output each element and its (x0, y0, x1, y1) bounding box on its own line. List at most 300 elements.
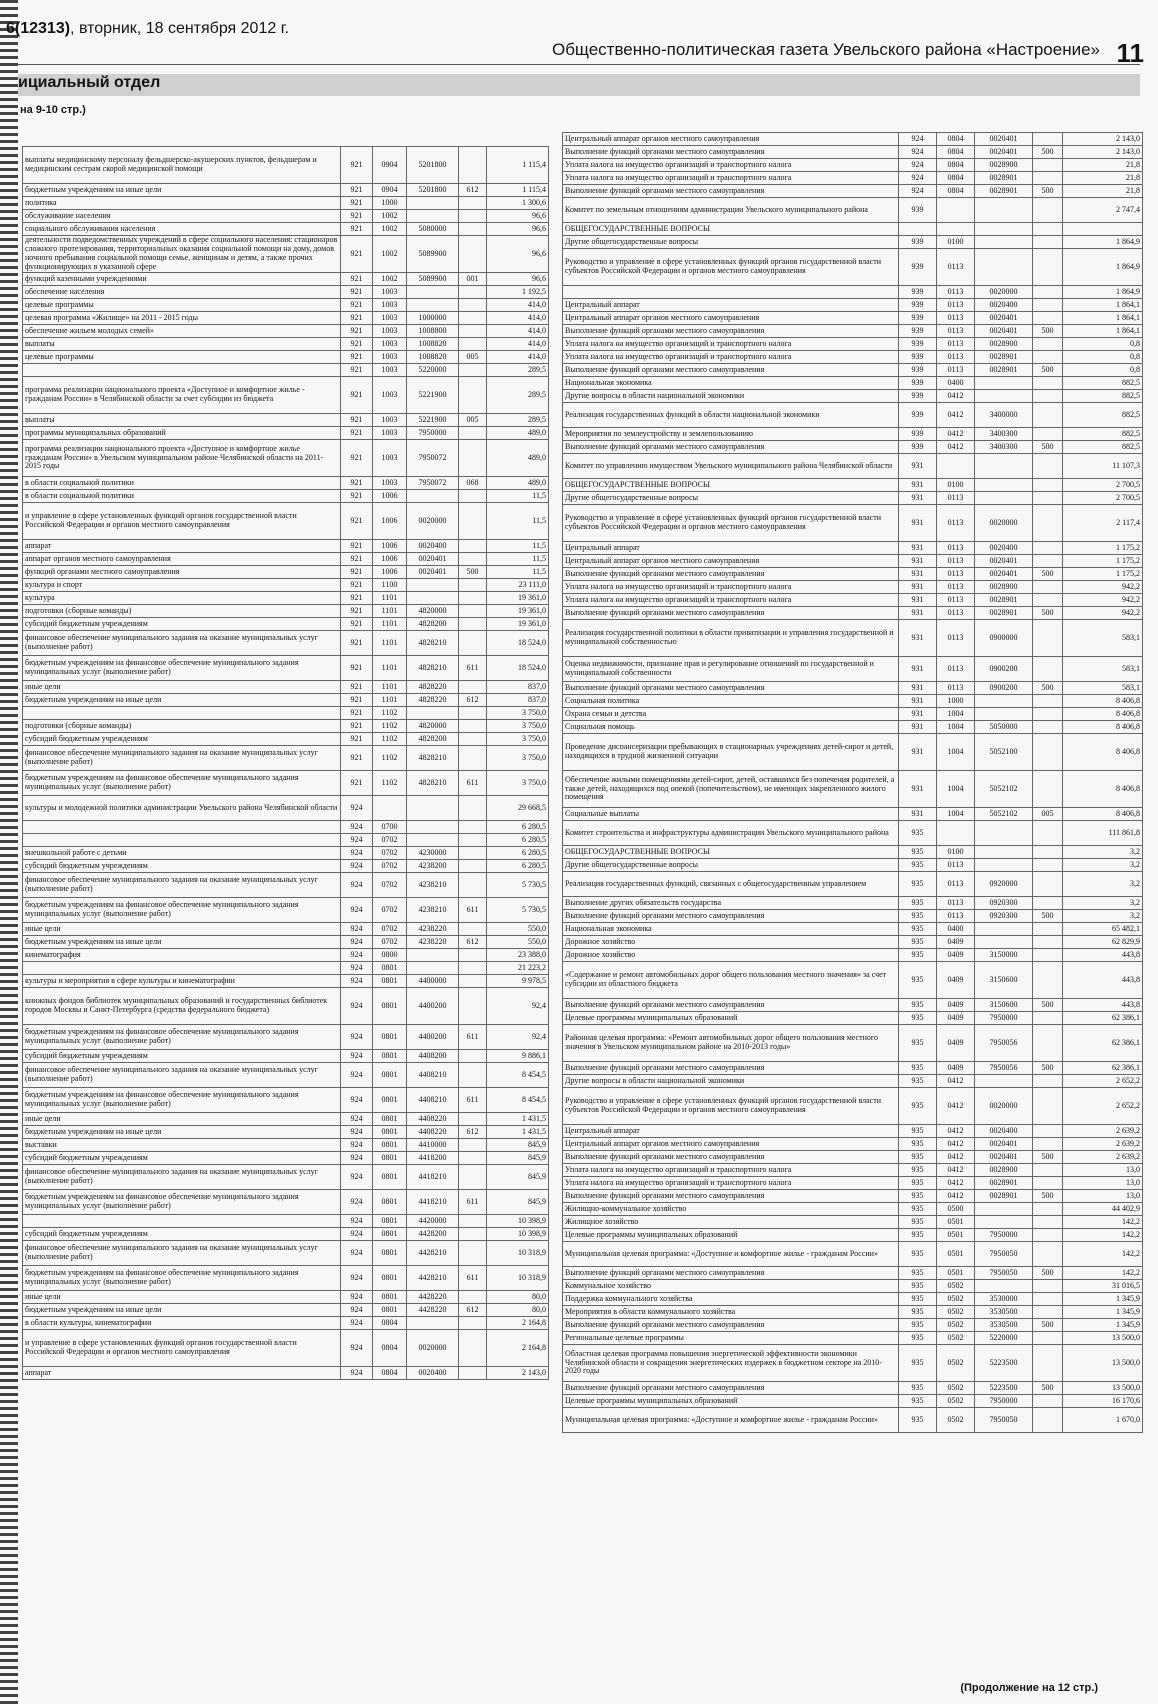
row-amount: 583,1 (1063, 620, 1143, 657)
row-code-admin: 935 (899, 1075, 937, 1088)
table-row (563, 1229, 1143, 1242)
row-label: Центральный аппарат органов местного самоуправления (563, 312, 899, 325)
table-row (23, 1088, 549, 1113)
row-code-admin: 935 (899, 936, 937, 949)
table-row (23, 579, 549, 592)
row-code-target: 1008800 (407, 325, 459, 338)
row-code-section: 0502 (937, 1280, 975, 1293)
row-code-admin: 924 (341, 860, 373, 873)
row-amount: 19 361,0 (487, 618, 549, 631)
row-label: функций органами местного самоуправления (23, 566, 341, 579)
row-code-admin: 921 (341, 618, 373, 631)
row-code-admin: 935 (899, 821, 937, 846)
row-code-admin: 924 (899, 185, 937, 198)
row-code-kind (1033, 721, 1063, 734)
row-label: Руководство и управление в сфере установленных функций органов государственной власти субъектов Российской Федерации и органов местного самоуправления (563, 249, 899, 286)
row-label: политика (23, 197, 341, 210)
row-label: Выполнение функций органами местного самоуправления (563, 607, 899, 620)
row-code-section: 1002 (373, 210, 407, 223)
row-code-target: 4238200 (407, 860, 459, 873)
row-code-section: 1004 (937, 708, 975, 721)
row-code-kind: 612 (459, 1126, 487, 1139)
row-code-admin: 935 (899, 1229, 937, 1242)
row-label: Центральный аппарат (563, 299, 899, 312)
row-code-section: 1102 (373, 707, 407, 720)
row-code-target: 5089900 (407, 273, 459, 286)
row-code-kind (1033, 594, 1063, 607)
table-row (23, 503, 549, 540)
row-amount: 1 115,4 (487, 184, 549, 197)
row-code-target: 5089900 (407, 236, 459, 273)
table-row (23, 681, 549, 694)
row-code-section: 0113 (937, 897, 975, 910)
row-code-target: 0028901 (975, 607, 1033, 620)
row-amount: 18 524,0 (487, 631, 549, 656)
publication-name: Общественно-политическая газета Увельского района «Настроение» (551, 40, 1100, 59)
table-row (563, 859, 1143, 872)
table-row (563, 1267, 1143, 1280)
row-code-section: 1004 (937, 808, 975, 821)
row-amount: 2 747,4 (1063, 198, 1143, 223)
row-amount: 21 223,2 (487, 962, 549, 975)
row-code-section: 0801 (373, 1139, 407, 1152)
row-code-admin: 924 (341, 1317, 373, 1330)
row-code-section: 0702 (373, 834, 407, 847)
row-code-admin: 921 (341, 681, 373, 694)
row-code-kind: 500 (1033, 1382, 1063, 1395)
row-code-admin: 924 (341, 1050, 373, 1063)
row-code-kind: 500 (1033, 910, 1063, 923)
table-row (563, 620, 1143, 657)
row-label: Уплата налога на имущество организаций и транспортного налога (563, 1164, 899, 1177)
row-code-target: 5050000 (975, 721, 1033, 734)
row-amount: 11 107,3 (1063, 454, 1143, 479)
row-code-admin: 924 (341, 1330, 373, 1367)
row-amount: 2 639,2 (1063, 1138, 1143, 1151)
row-code-section: 0501 (937, 1216, 975, 1229)
row-code-kind: 500 (1033, 185, 1063, 198)
row-code-target: 0028901 (975, 185, 1033, 198)
table-row (23, 414, 549, 427)
table-row (563, 1382, 1143, 1395)
row-code-section: 1101 (373, 592, 407, 605)
row-label: Дорожное хозяйство (563, 936, 899, 949)
row-code-target (407, 579, 459, 592)
row-code-target: 0020401 (975, 133, 1033, 146)
row-code-admin: 939 (899, 338, 937, 351)
row-code-target: 5223500 (975, 1345, 1033, 1382)
row-amount: 1 175,2 (1063, 542, 1143, 555)
row-code-admin: 939 (899, 390, 937, 403)
table-row (563, 312, 1143, 325)
row-code-kind (1033, 657, 1063, 682)
header-rule (18, 64, 1140, 65)
row-code-target: 4408200 (407, 1050, 459, 1063)
row-label: программа реализации национального проекта «Доступное и комфортное жилье - гражданам России» в Челябинской области за счет субсидии из бюджета (23, 377, 341, 414)
row-code-admin: 935 (899, 1125, 937, 1138)
row-code-target (975, 249, 1033, 286)
row-code-target (407, 796, 459, 821)
row-code-section: 1102 (373, 771, 407, 796)
row-code-target (975, 821, 1033, 846)
row-label: Национальная экономика (563, 377, 899, 390)
row-code-kind (1033, 859, 1063, 872)
table-row (23, 694, 549, 707)
row-amount: 3,2 (1063, 846, 1143, 859)
row-amount: 1 864,9 (1063, 249, 1143, 286)
row-code-target: 4408220 (407, 1126, 459, 1139)
row-code-target: 4238220 (407, 936, 459, 949)
row-code-kind (1033, 1012, 1063, 1025)
row-code-section: 0113 (937, 581, 975, 594)
row-code-kind (459, 605, 487, 618)
table-row (563, 390, 1143, 403)
row-code-section: 0702 (373, 873, 407, 898)
row-code-admin: 921 (341, 592, 373, 605)
row-code-kind (459, 1139, 487, 1152)
row-code-admin: 939 (899, 236, 937, 249)
table-row (563, 721, 1143, 734)
row-code-admin: 921 (341, 286, 373, 299)
table-row (563, 1293, 1143, 1306)
row-label: подготовки (сборные команды) (23, 720, 341, 733)
row-amount: 3 750,0 (487, 733, 549, 746)
table-row (563, 1203, 1143, 1216)
row-code-kind (459, 834, 487, 847)
row-code-section: 0113 (937, 594, 975, 607)
row-code-admin: 935 (899, 962, 937, 999)
row-code-target: 0028901 (975, 1177, 1033, 1190)
row-code-admin: 924 (341, 962, 373, 975)
issue-number: 6(12313) (6, 20, 71, 37)
table-row (23, 962, 549, 975)
row-code-target: 4230000 (407, 847, 459, 860)
row-label: Комитет строительства и инфраструктуры администрации Увельского муниципального района (563, 821, 899, 846)
row-amount: 1 670,0 (1063, 1408, 1143, 1433)
row-code-admin: 924 (341, 1241, 373, 1266)
table-row (563, 695, 1143, 708)
table-row (563, 708, 1143, 721)
row-code-target: 0028900 (975, 1164, 1033, 1177)
row-label: Уплата налога на имущество организаций и транспортного налога (563, 1177, 899, 1190)
table-row (563, 846, 1143, 859)
row-amount: 80,0 (487, 1291, 549, 1304)
table-row (563, 1062, 1143, 1075)
row-label: обеспечение жильем молодых семей» (23, 325, 341, 338)
row-code-section: 0113 (937, 859, 975, 872)
row-label: Центральный аппарат (563, 542, 899, 555)
row-amount: 1 864,1 (1063, 299, 1143, 312)
row-amount: 2 700,5 (1063, 492, 1143, 505)
row-code-kind (1033, 505, 1063, 542)
row-code-target: 0028901 (975, 1190, 1033, 1203)
row-label: бюджетным учреждениям на иные цели (23, 694, 341, 707)
table-row (563, 923, 1143, 936)
row-code-kind (459, 796, 487, 821)
row-code-admin: 921 (341, 694, 373, 707)
row-code-admin: 921 (341, 707, 373, 720)
row-code-kind (459, 1241, 487, 1266)
row-amount: 142,2 (1063, 1216, 1143, 1229)
row-code-target (407, 210, 459, 223)
row-code-admin: 924 (341, 1215, 373, 1228)
row-amount: 8 406,8 (1063, 771, 1143, 808)
row-code-kind (459, 592, 487, 605)
row-label: Выполнение функций органами местного самоуправления (563, 910, 899, 923)
table-row (563, 1306, 1143, 1319)
row-code-section: 1003 (373, 440, 407, 477)
row-code-target: 3530500 (975, 1319, 1033, 1332)
row-code-section: 0113 (937, 351, 975, 364)
row-code-section: 0113 (937, 657, 975, 682)
row-code-section: 0412 (937, 1075, 975, 1088)
row-amount: 837,0 (487, 694, 549, 707)
row-label: Выполнение функций органами местного самоуправления (563, 1267, 899, 1280)
row-amount: 2 143,0 (487, 1367, 549, 1380)
row-code-section: 0801 (373, 1088, 407, 1113)
page-number: 11 (1116, 38, 1144, 68)
row-code-section: 0412 (937, 1138, 975, 1151)
row-code-section (937, 454, 975, 479)
row-code-admin: 931 (899, 695, 937, 708)
row-code-target: 5221900 (407, 414, 459, 427)
row-code-target: 0020400 (407, 1367, 459, 1380)
row-code-kind (1033, 620, 1063, 657)
table-row (563, 607, 1143, 620)
row-code-kind: 005 (459, 414, 487, 427)
table-row (23, 592, 549, 605)
row-code-section: 0801 (373, 1215, 407, 1228)
row-amount: 13,0 (1063, 1164, 1143, 1177)
row-code-section: 0113 (937, 910, 975, 923)
row-code-admin: 921 (341, 490, 373, 503)
row-code-target: 4828200 (407, 733, 459, 746)
row-code-kind (1033, 1229, 1063, 1242)
row-code-target (975, 390, 1033, 403)
table-row (563, 962, 1143, 999)
row-code-section: 0801 (373, 1126, 407, 1139)
row-code-target (975, 198, 1033, 223)
row-label: подготовки (сборные команды) (23, 605, 341, 618)
row-code-kind: 500 (1033, 1062, 1063, 1075)
row-amount: 845,9 (487, 1190, 549, 1215)
row-amount: 9 978,5 (487, 975, 549, 988)
row-code-section: 0412 (937, 1125, 975, 1138)
row-code-admin: 921 (341, 579, 373, 592)
row-label: Выполнение функций органами местного самоуправления (563, 1151, 899, 1164)
row-code-target (975, 1280, 1033, 1293)
row-code-admin: 935 (899, 1345, 937, 1382)
row-label: кинематография (23, 949, 341, 962)
table-row (563, 808, 1143, 821)
row-amount: 31 016,5 (1063, 1280, 1143, 1293)
row-amount: 3 750,0 (487, 746, 549, 771)
table-row (563, 1332, 1143, 1345)
row-code-admin: 935 (899, 1138, 937, 1151)
row-code-section: 0801 (373, 1113, 407, 1126)
row-code-admin: 924 (341, 898, 373, 923)
row-code-section: 0801 (373, 1241, 407, 1266)
row-amount: 1 345,9 (1063, 1293, 1143, 1306)
row-amount: 942,2 (1063, 581, 1143, 594)
row-code-admin: 924 (341, 936, 373, 949)
table-row (563, 657, 1143, 682)
row-code-section: 0801 (373, 1190, 407, 1215)
row-code-section (937, 821, 975, 846)
row-amount: 96,6 (487, 236, 549, 273)
row-amount: 23 111,0 (487, 579, 549, 592)
row-amount: 142,2 (1063, 1242, 1143, 1267)
row-code-target: 0028900 (975, 338, 1033, 351)
row-code-admin: 935 (899, 923, 937, 936)
row-amount: 3,2 (1063, 872, 1143, 897)
row-label: выплаты (23, 338, 341, 351)
row-code-target (407, 592, 459, 605)
row-label: ОБЩЕГОСУДАРСТВЕННЫЕ ВОПРОСЫ (563, 479, 899, 492)
row-code-target: 0028901 (975, 351, 1033, 364)
row-code-target: 3530000 (975, 1293, 1033, 1306)
table-row (23, 1330, 549, 1367)
row-amount: 10 318,9 (487, 1266, 549, 1291)
row-label: в области социальной политики (23, 477, 341, 490)
row-amount: 19 361,0 (487, 592, 549, 605)
table-row (563, 1190, 1143, 1203)
row-code-admin: 921 (341, 503, 373, 540)
table-row (563, 1012, 1143, 1025)
row-code-section: 0113 (937, 542, 975, 555)
row-code-admin: 924 (341, 834, 373, 847)
row-code-target (975, 492, 1033, 505)
row-code-section: 1003 (373, 351, 407, 364)
row-code-target: 5052100 (975, 734, 1033, 771)
row-code-kind (459, 236, 487, 273)
row-amount: 13 500,0 (1063, 1382, 1143, 1395)
row-code-section: 1003 (373, 325, 407, 338)
table-row (23, 351, 549, 364)
row-code-admin: 935 (899, 1012, 937, 1025)
row-amount: 3 750,0 (487, 720, 549, 733)
row-amount: 583,1 (1063, 682, 1143, 695)
row-code-target: 4418200 (407, 1152, 459, 1165)
row-label: Реализация государственной политики в области приватизации и управления государственной и муниципальной собственностью (563, 620, 899, 657)
row-code-kind (459, 490, 487, 503)
row-code-admin: 931 (899, 657, 937, 682)
table-row (563, 542, 1143, 555)
row-amount: 21,8 (1063, 159, 1143, 172)
row-code-section: 0100 (937, 846, 975, 859)
row-code-kind (1033, 821, 1063, 846)
row-code-admin: 924 (341, 1126, 373, 1139)
row-amount (1063, 223, 1143, 236)
row-code-admin: 931 (899, 607, 937, 620)
row-code-kind (1033, 1293, 1063, 1306)
row-code-kind (1033, 897, 1063, 910)
section-title: ициальный отдел (18, 74, 161, 91)
row-label: социального обслуживания населения (23, 223, 341, 236)
row-code-section: 0702 (373, 936, 407, 949)
table-row (563, 454, 1143, 479)
row-code-section: 0904 (373, 147, 407, 184)
row-code-admin: 931 (899, 721, 937, 734)
table-row (563, 299, 1143, 312)
row-label: Комитет по земельным отношениям администрации Увельского муниципального района (563, 198, 899, 223)
row-code-section: 0409 (937, 936, 975, 949)
row-code-kind (459, 1367, 487, 1380)
row-code-kind: 611 (459, 1266, 487, 1291)
row-label: Выполнение функций органами местного самоуправления (563, 364, 899, 377)
row-code-kind (459, 1063, 487, 1088)
table-row (23, 771, 549, 796)
row-code-section: 1004 (937, 721, 975, 734)
row-code-kind (1033, 1177, 1063, 1190)
row-code-kind (459, 223, 487, 236)
row-code-kind (459, 377, 487, 414)
row-code-section: 1102 (373, 733, 407, 746)
row-code-admin (899, 223, 937, 236)
row-label: функций казенными учреждениями (23, 273, 341, 286)
row-code-admin: 935 (899, 1151, 937, 1164)
row-code-target: 4428220 (407, 1304, 459, 1317)
row-label: Целевые программы муниципальных образований (563, 1012, 899, 1025)
row-label: программа реализации национального проекта «Доступное и комфортное жилье гражданам России» в Увельском муниципальном районе Челябинской области на 2011-2015 годы (23, 440, 341, 477)
row-label: Национальная экономика (563, 923, 899, 936)
row-code-target: 4420000 (407, 1215, 459, 1228)
row-code-section: 0801 (373, 962, 407, 975)
row-code-admin: 935 (899, 999, 937, 1012)
row-code-target: 0020401 (975, 312, 1033, 325)
table-row (23, 746, 549, 771)
row-code-kind: 500 (1033, 146, 1063, 159)
row-code-section: 1003 (373, 477, 407, 490)
row-amount: 550,0 (487, 923, 549, 936)
row-code-admin: 935 (899, 1025, 937, 1062)
row-code-admin: 939 (899, 441, 937, 454)
row-amount: 2 143,0 (1063, 146, 1143, 159)
row-code-target: 7950000 (975, 1395, 1033, 1408)
row-amount: 289,5 (487, 414, 549, 427)
row-amount: 414,0 (487, 351, 549, 364)
row-code-section: 1100 (373, 579, 407, 592)
row-label: целевые программы (23, 299, 341, 312)
row-code-kind: 612 (459, 936, 487, 949)
table-row (563, 1138, 1143, 1151)
table-row (23, 1304, 549, 1317)
row-code-admin: 924 (341, 847, 373, 860)
row-label: субсидий бюджетным учреждениям (23, 733, 341, 746)
row-amount: 1 345,9 (1063, 1306, 1143, 1319)
row-code-admin: 924 (341, 1063, 373, 1088)
table-row (23, 553, 549, 566)
row-code-admin: 921 (341, 566, 373, 579)
row-code-admin: 935 (899, 872, 937, 897)
row-amount: 414,0 (487, 299, 549, 312)
table-row (563, 441, 1143, 454)
row-code-target: 0020000 (975, 1088, 1033, 1125)
row-code-target: 0900200 (975, 682, 1033, 695)
row-label: субсидий бюджетным учреждениям (23, 1050, 341, 1063)
row-amount: 21,8 (1063, 172, 1143, 185)
row-code-target: 4410000 (407, 1139, 459, 1152)
row-code-target (975, 223, 1033, 236)
row-code-target: 0020400 (975, 299, 1033, 312)
table-row (23, 286, 549, 299)
row-code-section: 0801 (373, 1025, 407, 1050)
row-code-admin: 924 (341, 1304, 373, 1317)
table-row (563, 198, 1143, 223)
table-row (563, 771, 1143, 808)
row-code-target: 1000000 (407, 312, 459, 325)
row-code-target: 7950056 (975, 1062, 1033, 1075)
